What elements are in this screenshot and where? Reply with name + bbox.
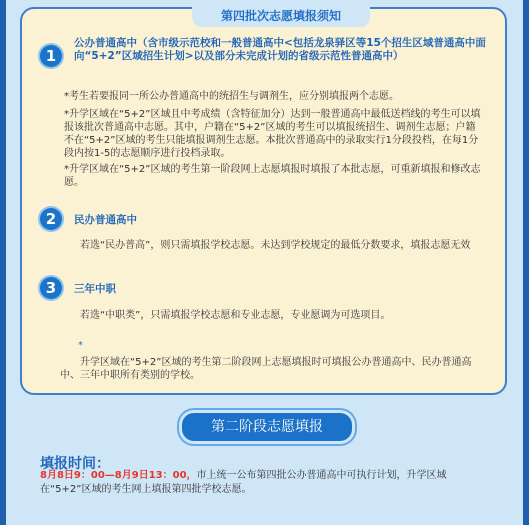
section-number-2: 2	[40, 208, 62, 230]
page-title: 第四批次志愿填报须知	[192, 7, 370, 27]
notice-page	[6, 0, 523, 525]
section-number-1: 1	[40, 45, 62, 67]
section-number-3: 3	[40, 277, 62, 299]
section-1-paragraph-3: *升学区域在“5+2”区域的考生第一阶段网上志愿填报时填报了本批志愿，可重新填报和修改志愿。	[64, 164, 481, 188]
fill-time-rest: 市上统一公布第四批公办普通高中可执行计划，升学区域在“5+2”区域的考生网上填报第四批学校志愿。	[40, 470, 447, 495]
section-1-paragraph-2: *升学区域在“5+2”区域且中考成绩（含特征加分）达到一般普通高中最低送档线的考生可以填报该批次普通高中志愿。其中，户籍在“5+2”区域的考生可以填报统招生、调剂生志愿；户籍不在“5+2”区域的考生只能填报调剂生志愿。本批次普通高中的录取实行1分段投档，在每1分段内按1-5的志愿顺序进行投档录取。	[64, 109, 481, 159]
section-3-paragraph: 若选“中职类”，只需填报学校志愿和专业志愿，专业愿调为可选项目。	[80, 310, 391, 321]
notice-panel	[20, 7, 507, 395]
section-2-paragraph: 若选“民办普高”，则只需填报学校志愿。未达到学校规定的最低分数要求，填报志愿无效	[80, 240, 471, 251]
section-title-private-high-school: 民办普通高中	[74, 214, 137, 226]
star-icon: *	[78, 340, 83, 351]
final-note: 升学区域在“5+2”区域的考生第二阶段网上志愿填报时可填报公办普通高中、民办普通高中、三年中职所有类别的学校。	[60, 357, 472, 381]
section-1-paragraph-1: *考生若要报同一所公办普通高中的统招生与调剂生，应分别填报两个志愿。	[64, 91, 399, 102]
section-title-public-high-school: 公办普通高中（含市级示范校和一般普通高中<包括龙泉驿区等15个招生区域普通高中面向“5+2”区域招生计划>以及部分未完成计划的省级示范性普通高中）	[74, 37, 486, 62]
fill-time-title: 填报时间：	[40, 456, 110, 472]
section-title-vocational: 三年中职	[74, 283, 116, 295]
fill-time-text	[40, 469, 490, 497]
second-stage-button[interactable]: 第二阶段志愿填报	[179, 410, 355, 444]
fill-time-highlight: 8月8日9：00—8月9日13：00，	[40, 470, 197, 481]
